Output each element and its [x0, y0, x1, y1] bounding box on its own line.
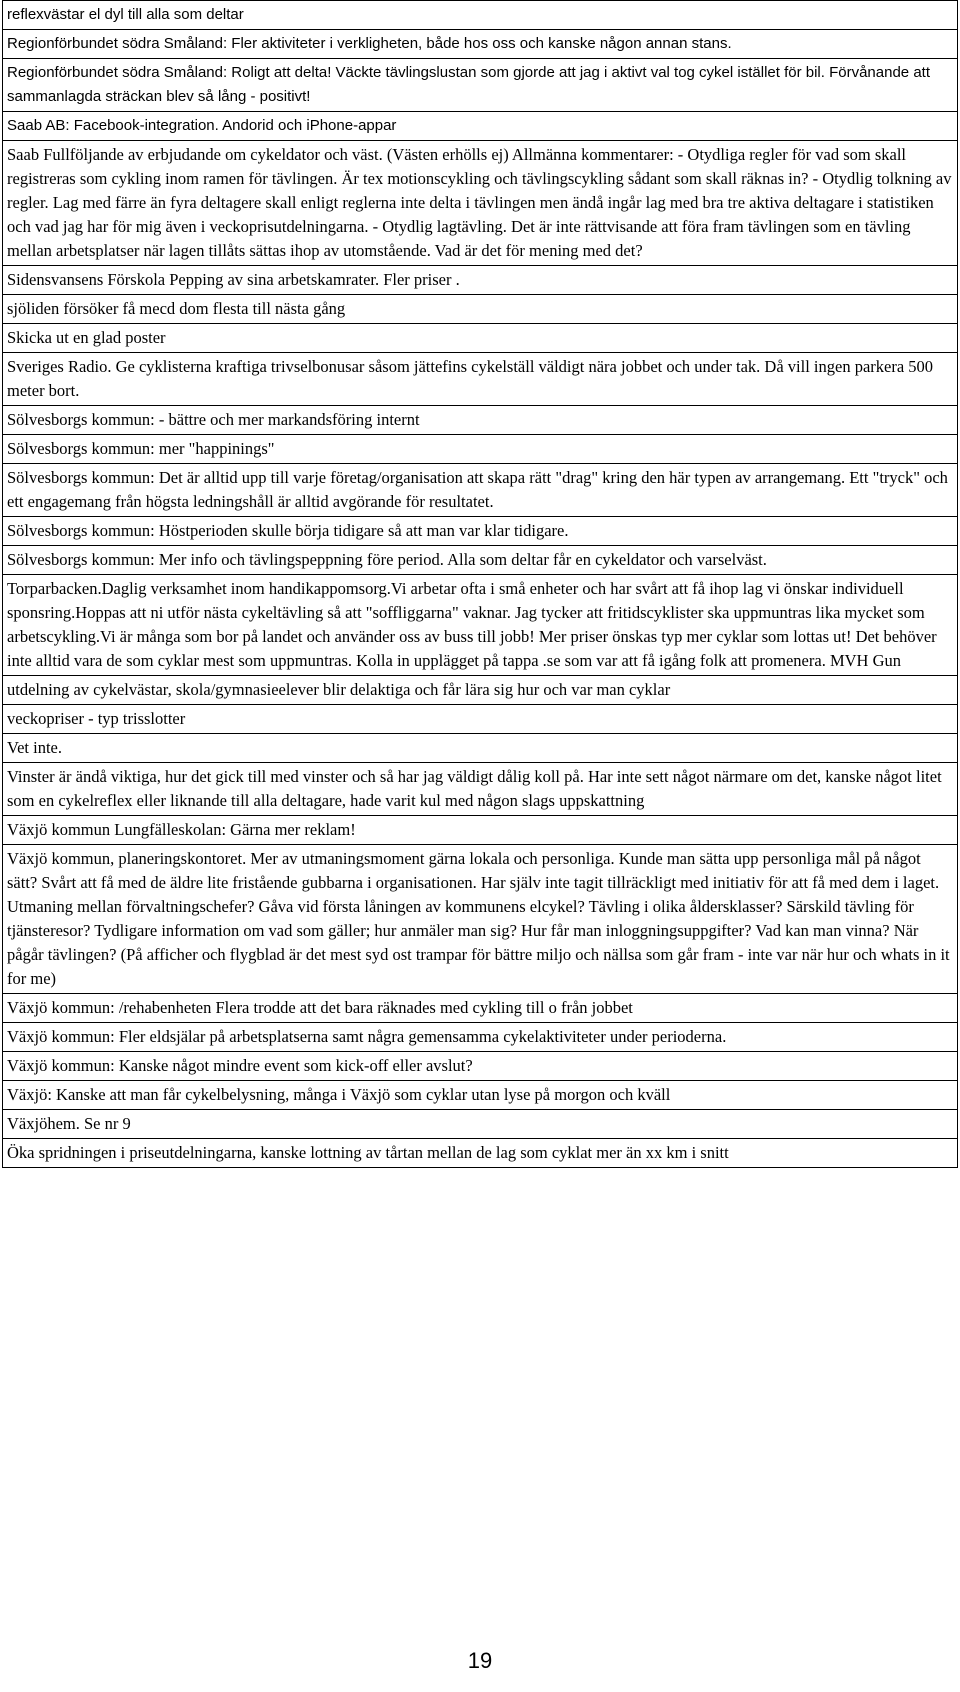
table-row [3, 816, 958, 845]
comment-cell: Växjö kommun Lungfälleskolan: Gärna mer reklam! [3, 816, 958, 845]
table-row [3, 994, 958, 1023]
table-row [3, 1139, 958, 1168]
table-row [3, 517, 958, 546]
table-row [3, 353, 958, 406]
table-row [3, 734, 958, 763]
table-row [3, 59, 958, 112]
table-row [3, 705, 958, 734]
table-row [3, 1081, 958, 1110]
comment-cell: Växjö kommun: Fler eldsjälar på arbetsplatserna samt några gemensamma cykelaktiviteter under perioderna. [3, 1023, 958, 1052]
page-number: 19 [467, 1648, 493, 1673]
comment-cell: Öka spridningen i priseutdelningarna, kanske lottning av tårtan mellan de lag som cyklat mer än xx km i snitt [3, 1139, 958, 1168]
comment-cell: Sölvesborgs kommun: Mer info och tävlingspeppning före period. Alla som deltar får en cykeldator och varselväst. [3, 546, 958, 575]
table-row [3, 435, 958, 464]
comments-table-body [3, 1, 958, 1168]
table-row [3, 112, 958, 141]
comment-cell: Regionförbundet södra Småland: Roligt att delta! Väckte tävlingslustan som gjorde att jag i aktivt val tog cykel istället för bil. Förvånande att sammanlagda sträckan blev så lång - positivt! [3, 59, 958, 112]
comment-cell: Växjö kommun, planeringskontoret. Mer av utmaningsmoment gärna lokala och personliga. Kunde man sätta upp personliga mål på något sätt? Svårt att få med de äldre lite fristående gubbarna i organisationen. Har själv inte tagit tillräckligt med initiativ för att få med dem i laget. Utmaning mellan förvaltningschefer? Gåva vid första låningen av kommunens elcykel? Tävling i olika åldersklasser? Särskild tävling för tjänsteresor? Tydligare information om vad som gäller; hur anmäler man sig? Hur får man inloggningsuppgifter? Vad kan man vinna? När pågår tävlingen? (På afficher och flygblad är det mest syd ost trampar för bättre miljo och nällsa som går fram - inte var när hur och whats in it for me) [3, 845, 958, 994]
comment-cell: Växjö kommun: /rehabenheten Flera trodde att det bara räknades med cykling till o från jobbet [3, 994, 958, 1023]
comment-cell: Sveriges Radio. Ge cyklisterna kraftiga trivselbonusar såsom jättefins cykelställ väldigt nära jobbet och under tak. Då vill ingen parkera 500 meter bort. [3, 353, 958, 406]
table-row [3, 845, 958, 994]
table-row [3, 1023, 958, 1052]
table-row [3, 295, 958, 324]
table-row [3, 266, 958, 295]
comment-cell: Sidensvansens Förskola Pepping av sina arbetskamrater. Fler priser . [3, 266, 958, 295]
comment-cell: veckopriser - typ trisslotter [3, 705, 958, 734]
table-row [3, 676, 958, 705]
table-row [3, 141, 958, 266]
table-row [3, 406, 958, 435]
comment-cell: Saab AB: Facebook-integration. Andorid och iPhone-appar [3, 112, 958, 141]
table-row [3, 763, 958, 816]
comment-cell: Sölvesborgs kommun: - bättre och mer markandsföring internt [3, 406, 958, 435]
comment-cell: Skicka ut en glad poster [3, 324, 958, 353]
comment-cell: Växjö: Kanske att man får cykelbelysning, många i Växjö som cyklar utan lyse på morgon och kväll [3, 1081, 958, 1110]
comment-cell: sjöliden försöker få mecd dom flesta till nästa gång [3, 295, 958, 324]
table-row [3, 575, 958, 676]
table-row [3, 546, 958, 575]
comment-cell: Sölvesborgs kommun: Det är alltid upp till varje företag/organisation att skapa rätt "drag" kring den här typen av arrangemang. Ett "tryck" och ett engagemang från högsta ledningshåll är alltid avgörande för resultatet. [3, 464, 958, 517]
comment-cell: utdelning av cykelvästar, skola/gymnasieelever blir delaktiga och får lära sig hur och var man cyklar [3, 676, 958, 705]
table-row [3, 1, 958, 30]
comment-cell: Saab Fullföljande av erbjudande om cykeldator och väst. (Västen erhölls ej) Allmänna kommentarer: - Otydliga regler för vad som skall registreras som cykling inom ramen för tävlingen. Är tex motionscykling och tävlingscykling sådant som skall räknas in? - Otydlig tolkning av regler. Lag med färre än fyra deltagere skall enligt reglerna inte delta i tävlingen men ändå ingår lag med bra tre aktiva deltagare i statistiken och vad jag har för mig även i veckoprisutdelningarna. - Otydlig lagtävling. Det är inte rättvisande att föra fram tävlingen som en tävling mellan arbetsplatser när lagen tillåts sättas ihop av utomstående. Vad är det för mening med det? [3, 141, 958, 266]
comment-cell: reflexvästar el dyl till alla som deltar [3, 1, 958, 30]
comment-cell: Sölvesborgs kommun: Höstperioden skulle börja tidigare så att man var klar tidigare. [3, 517, 958, 546]
comment-cell: Torparbacken.Daglig verksamhet inom handikappomsorg.Vi arbetar ofta i små enheter och har svårt att få ihop lag vi önskar individuell sponsring.Hoppas att ni utför nästa cykeltävling så att "soffliggarna" vaknar. Jag tycker att fritidscyklister ska uppmuntras lika mycket som arbetscykling.Vi är många som bor på landet och använder oss av buss till jobb! Mer priser önskas typ mer cyklar som lottas ut! Det behöver inte alltid vara de som cyklar mest som uppmuntras. Kolla in upplägget på tappa .se som var att få igång folk att promenera. MVH Gun [3, 575, 958, 676]
table-row [3, 30, 958, 59]
comments-table [2, 0, 958, 1168]
comment-cell: Växjöhem. Se nr 9 [3, 1110, 958, 1139]
table-row [3, 1110, 958, 1139]
table-row [3, 464, 958, 517]
comment-cell: Vet inte. [3, 734, 958, 763]
comment-cell: Växjö kommun: Kanske något mindre event som kick-off eller avslut? [3, 1052, 958, 1081]
table-row [3, 324, 958, 353]
comment-cell: Regionförbundet södra Småland: Fler aktiviteter i verkligheten, både hos oss och kanske någon annan stans. [3, 30, 958, 59]
comment-cell: Sölvesborgs kommun: mer "happinings" [3, 435, 958, 464]
table-row [3, 1052, 958, 1081]
comment-cell: Vinster är ändå viktiga, hur det gick till med vinster och så har jag väldigt dålig koll på. Har inte sett något närmare om det, kanske något litet som en cykelreflex eller liknande till alla deltagare, hade varit kul med någon slags uppskattning [3, 763, 958, 816]
